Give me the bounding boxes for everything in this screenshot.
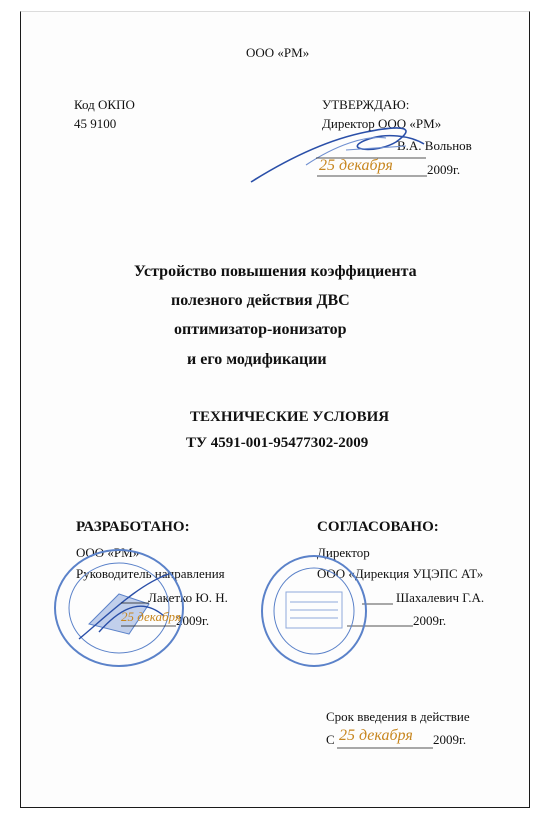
approval-year: 2009г. <box>427 162 461 177</box>
developed-date-lines <box>121 599 181 629</box>
agreed-stamp <box>258 552 370 670</box>
developed-heading: РАЗРАБОТАНО: <box>76 519 190 535</box>
effective-year: 2009г. <box>433 732 467 747</box>
agreed-org: ООО «Дирекция УЦЭПС АТ» <box>317 566 484 581</box>
product-title-line3: оптимизатор-ионизатор <box>174 321 347 338</box>
effective-prefix: С <box>326 732 335 747</box>
developed-signatory: Лакетко Ю. Н. <box>148 590 228 605</box>
director-signature <box>246 120 446 190</box>
org-header: ООО «РМ» <box>246 45 310 60</box>
approval-date-line <box>317 174 427 178</box>
product-title-line2: полезного действия ДВС <box>171 292 350 309</box>
approval-position: Директор ООО «РМ» <box>322 116 442 131</box>
agreed-year: 2009г. <box>413 613 447 628</box>
okpo-value: 45 9100 <box>74 116 117 131</box>
product-title-line1: Устройство повышения коэффициента <box>134 263 417 280</box>
effective-date-handwritten: 25 декабря <box>339 727 413 744</box>
spec-code: ТУ 4591-001-95477302-2009 <box>186 435 369 451</box>
approval-date-handwritten: 25 декабря <box>319 157 393 174</box>
developed-org: ООО «РМ» <box>76 545 140 560</box>
effective-date-line <box>337 746 435 750</box>
agreed-signatory: Шахалевич Г.А. <box>396 590 485 605</box>
developed-year: 2009г. <box>176 613 210 628</box>
agreed-position: Директор <box>317 545 370 560</box>
agreed-heading: СОГЛАСОВАНО: <box>317 519 439 535</box>
product-title-line4: и его модификации <box>187 351 327 368</box>
effective-label: Срок введения в действие <box>326 709 470 724</box>
spec-heading: ТЕХНИЧЕСКИЕ УСЛОВИЯ <box>190 409 390 425</box>
document-page <box>20 11 530 808</box>
developed-position: Руководитель направления <box>76 566 225 581</box>
developed-date-handwritten: 25 декабря <box>121 609 181 624</box>
approval-heading: УТВЕРЖДАЮ: <box>322 97 410 112</box>
approval-signatory: В.А. Вольнов <box>397 138 472 153</box>
okpo-label: Код ОКПО <box>74 97 135 112</box>
